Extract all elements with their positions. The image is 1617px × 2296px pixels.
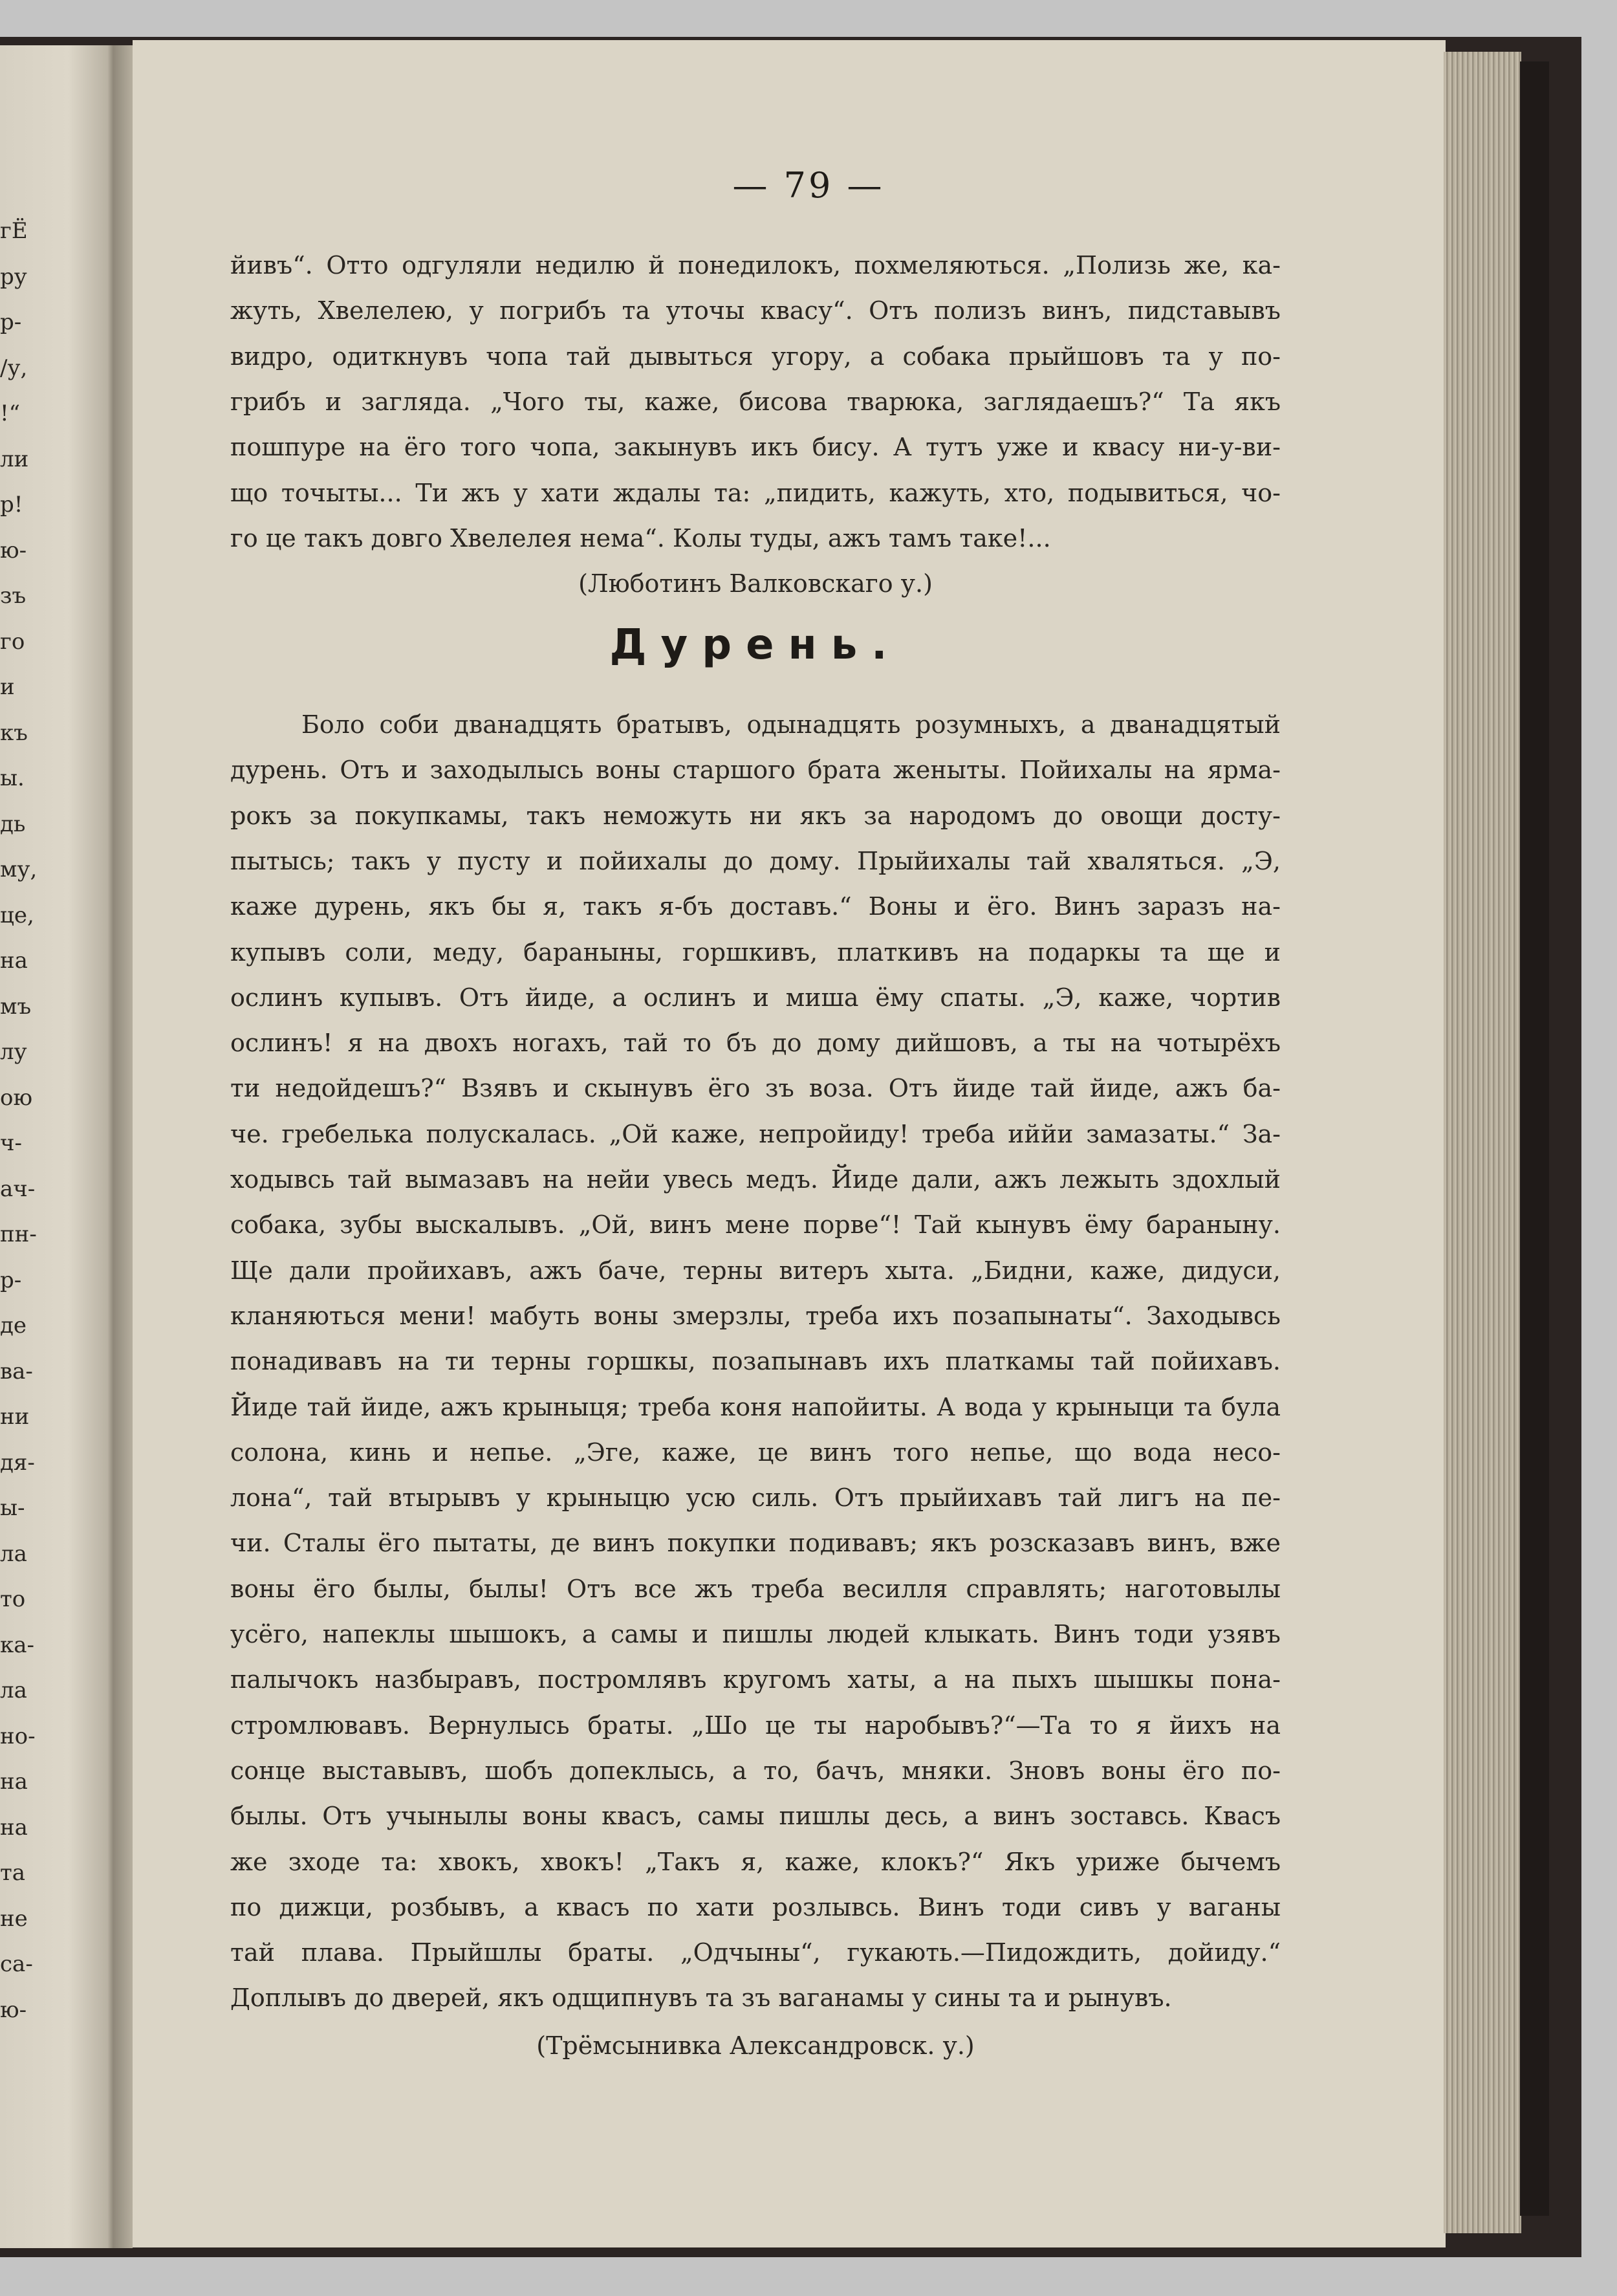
margin-fragment: зъ <box>0 583 27 609</box>
margin-fragment: де <box>0 1313 27 1339</box>
story-1-source: (Люботинъ Валковскаго у.) <box>578 569 933 598</box>
margin-fragment: и <box>0 674 15 700</box>
story-1-text <box>230 246 1281 552</box>
margin-fragment: дя- <box>0 1449 35 1476</box>
margin-fragment: ю- <box>0 1996 27 2023</box>
text-line: каже дурень, якъ бы я, такъ я-бъ доставъ.“ Воны и ёго. Винъ заразъ на- <box>230 892 1281 921</box>
left-page-edge <box>0 45 113 2248</box>
text-line: лона“, тай втырывъ у крыныцю усю силь. Отъ прыйихавъ тай лигъ на пе- <box>230 1483 1281 1513</box>
margin-fragment: ою <box>0 1084 33 1111</box>
text-line: го це такъ довго Хвелелея нема“. Колы туды, ажъ тамъ таке!... <box>230 523 1051 552</box>
margin-fragment: ю- <box>0 537 27 563</box>
margin-fragment: р- <box>0 1267 22 1293</box>
margin-fragment: са- <box>0 1951 33 1977</box>
margin-fragment: дь <box>0 811 26 837</box>
text-line: рокъ за покупкамы, такъ неможуть ни якъ за народомъ до овощи досту- <box>230 801 1281 830</box>
text-line: ходывсь тай вымазавъ на нейи увесь медъ. Йиде дали, ажъ лежыть здохлый <box>230 1165 1281 1194</box>
text-line: грибъ и загляда. „Чого ты, каже, бисова тварюка, заглядаешъ?“ Та якъ <box>230 387 1281 416</box>
margin-fragment: го <box>0 628 25 655</box>
margin-fragment: ы. <box>0 765 25 791</box>
text-line: пытысь; такъ у пусту и пойихалы до дому. Прыйихалы тай хваляться. „Э, <box>230 846 1281 875</box>
text-line: сонце выставывъ, шобъ допеклысь, а то, бачъ, мняки. Зновъ воны ёго по- <box>230 1756 1281 1785</box>
margin-fragment: ы- <box>0 1495 25 1521</box>
text-line: ослинъ купывъ. Отъ йиде, а ослинъ и миша ёму спаты. „Э, каже, чортив <box>230 983 1281 1012</box>
margin-fragment: р! <box>0 492 23 518</box>
text-line: що точыты... Ти жъ у хати ждалы та: „пидить, кажуть, хто, подывиться, чо- <box>230 478 1281 507</box>
text-line: по дижци, розбывъ, а квасъ по хати розлывсь. Винъ тоди сивъ у ваганы <box>230 1892 1281 1921</box>
margin-fragment: ни <box>0 1404 30 1430</box>
margin-fragment: ла <box>0 1678 27 1703</box>
text-line: пошпуре на ёго того чопа, закынувъ икъ бису. А тутъ уже и квасу ни-у-ви- <box>230 433 1281 462</box>
margin-fragment: ка- <box>0 1632 35 1658</box>
text-line: понадивавъ на ти терны горшкы, позапынавъ ихъ платкамы тай пойихавъ. <box>230 1347 1281 1376</box>
margin-fragment: то <box>0 1586 26 1612</box>
text-line: ослинъ! я на двохъ ногахъ, тай то бъ до дому дийшовъ, а ты на чотырёхъ <box>230 1029 1281 1058</box>
text-line: былы. Отъ учынылы воны квасъ, самы пишлы десь, а винъ зоставсь. Квасъ <box>230 1802 1281 1831</box>
text-line: Ще дали пройихавъ, ажъ баче, терны витеръ хыта. „Бидни, каже, дидуси, <box>230 1256 1281 1285</box>
margin-fragment: та <box>0 1860 26 1886</box>
margin-fragment: ч- <box>0 1130 22 1156</box>
margin-fragment: ла <box>0 1540 27 1567</box>
margin-fragment: гЁ <box>0 218 28 244</box>
page-edges <box>1444 52 1521 2233</box>
margin-fragment: !“ <box>0 400 21 426</box>
text-line: палычокъ назбыравъ, постромлявъ кругомъ хаты, а на пыхъ шышкы пона- <box>230 1665 1281 1694</box>
text-line: чи. Сталы ёго пытаты, де винъ покупки подивавъ; якъ розсказавъ винъ, вже <box>230 1529 1281 1558</box>
text-line: купывъ соли, меду, бараныны, горшкивъ, платкивъ на подаркы та ще и <box>230 937 1281 967</box>
text-line: тай плава. Прыйшлы браты. „Одчыны“, гукають.—Пидождить, дойиду.“ <box>230 1938 1281 1967</box>
text-line: кланяються мени! мабуть воны змерзлы, треба ихъ позапынаты“. Заходывсь <box>230 1301 1281 1330</box>
text-line: йивъ“. Отто одгуляли недилю й понедилокъ, похмеляються. „Полизь же, ка- <box>230 251 1281 279</box>
margin-fragment: ли <box>0 446 29 472</box>
margin-fragment: на <box>0 1769 28 1795</box>
text-line: воны ёго былы, былы! Отъ все жъ треба весилля справлять; наготовылы <box>230 1574 1281 1603</box>
text-line: Доплывъ до дверей, якъ одщипнувъ та зъ ваганамы у сины та и рынувъ. <box>230 1984 1172 2013</box>
margin-fragment: на <box>0 948 28 974</box>
text-line: ти недойдешъ?“ Взявъ и скынувъ ёго зъ воза. Отъ йиде тай йиде, ажъ ба- <box>230 1074 1281 1103</box>
margin-fragment: ач- <box>0 1175 36 1202</box>
margin-fragment: ва- <box>0 1358 33 1384</box>
text-line: солона, кинь и непье. „Эге, каже, це винъ того непье, що вода несо- <box>230 1438 1281 1467</box>
margin-fragment: на <box>0 1814 28 1841</box>
margin-fragment: но- <box>0 1723 36 1749</box>
book-gutter <box>113 45 133 2248</box>
cover-edge <box>1520 61 1549 2216</box>
margin-fragment: къ <box>0 719 28 746</box>
margin-fragment: му, <box>0 857 38 882</box>
margin-fragment: р- <box>0 309 22 335</box>
text-line: дурень. Отъ и заходылысь воны старшого брата женыты. Пойихалы на ярма- <box>230 756 1281 785</box>
margin-fragment: /у, <box>0 355 28 381</box>
text-line: же зходе та: хвокъ, хвокъ! „Такъ я, каже, клокъ?“ Якъ уриже бычемъ <box>230 1847 1281 1876</box>
margin-fragment: це, <box>0 902 34 928</box>
story-2-text <box>230 705 1281 2031</box>
margin-fragment: не <box>0 1905 28 1932</box>
margin-fragment: мъ <box>0 993 32 1020</box>
margin-fragment: пн- <box>0 1221 37 1247</box>
story-2-source: (Трёмсынивка Александровск. у.) <box>536 2031 975 2060</box>
margin-fragment: лу <box>0 1039 27 1065</box>
text-line: стромлювавъ. Вернулысь браты. „Шо це ты наробывъ?“—Та то я йихъ на <box>230 1711 1281 1740</box>
text-line: собака, зубы выскалывъ. „Ой, винъ мене порве“! Тай кынувъ ёму бараныну. <box>230 1210 1281 1240</box>
page-number: — 79 — <box>732 165 885 206</box>
text-line: Йиде тай йиде, ажъ крыныця; треба коня напойиты. А вода у крыныци та була <box>230 1392 1281 1421</box>
text-line: Боло соби дванадцять братывъ, одынадцять розумныхъ, а дванадцятый <box>301 710 1281 739</box>
text-line: че. гребелька полускалась. „Ой каже, непройиду! треба иййи замазаты.“ За- <box>230 1119 1281 1148</box>
margin-fragment: ру <box>0 263 27 290</box>
text-line: видро, одиткнувъ чопа тай дывыться угору, а собака прыйшовъ та у по- <box>230 342 1281 371</box>
text-line: усёго, напеклы шышокъ, а самы и пишлы людей клыкать. Винъ тоди узявъ <box>230 1620 1281 1648</box>
text-line: жуть, Хвелелею, у погрибъ та уточы квасу“. Отъ полизъ винъ, пидставывъ <box>230 296 1281 325</box>
story-2-title: Дурень. <box>609 621 902 669</box>
